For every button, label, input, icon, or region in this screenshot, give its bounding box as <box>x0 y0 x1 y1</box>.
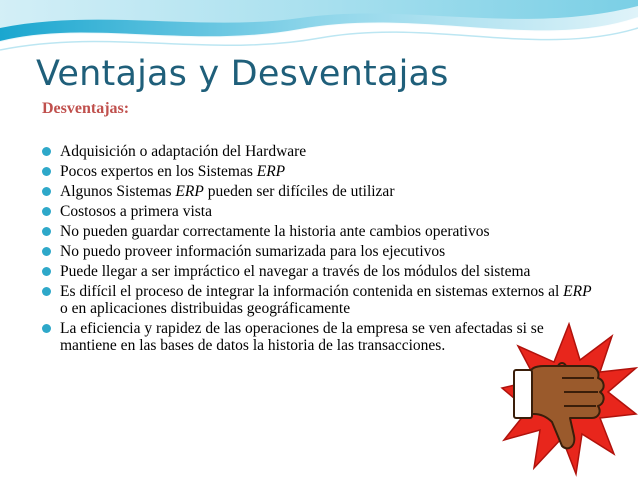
bullet-emphasis: ERP <box>256 163 286 180</box>
bullet-dot-icon <box>42 287 51 296</box>
bullet-text: Puede llegar a ser impráctico el navegar a través de los módulos del sistema <box>60 263 531 280</box>
bullet-item <box>40 163 600 180</box>
bullet-text-end: o en aplicaciones distribuidas geográficamente <box>60 300 351 317</box>
bullet-dot-icon <box>42 267 51 276</box>
bullet-text: Es difícil el proceso de integrar la información contenida en sistemas externos al <box>60 283 564 300</box>
bullet-text: Algunos Sistemas <box>60 183 176 200</box>
bullet-emphasis: ERP <box>563 283 592 300</box>
bullet-dot-icon <box>42 207 51 216</box>
bullet-dot-icon <box>42 147 51 156</box>
bullet-dot-icon <box>42 324 51 333</box>
bullet-emphasis: ERP <box>175 183 204 200</box>
section-subtitle: Desventajas: <box>42 100 130 117</box>
bullet-text: Pocos expertos en los Sistemas <box>60 163 257 180</box>
bullet-dot-icon <box>42 167 51 176</box>
bullet-dot-icon <box>42 227 51 236</box>
bullet-item <box>40 283 600 317</box>
slide-title: Ventajas y Desventajas <box>36 54 449 94</box>
bullet-text: No puedo proveer información sumarizada para los ejecutivos <box>60 243 446 260</box>
bullet-text-end: pueden ser difíciles de utilizar <box>203 183 395 200</box>
bullet-text: No pueden guardar correctamente la historia ante cambios operativos <box>60 223 490 240</box>
thumbs-down-icon <box>500 322 638 479</box>
bullet-dot-icon <box>42 247 51 256</box>
bullet-item <box>40 243 600 260</box>
bullet-text: Adquisición o adaptación del Hardware <box>60 143 307 160</box>
bullet-item <box>40 223 600 240</box>
bullet-item <box>40 263 600 280</box>
bullet-item <box>40 203 600 220</box>
bullet-text: Costosos a primera vista <box>60 203 212 220</box>
bullet-text: La eficiencia y rapidez de las operaciones de la empresa se ven afectadas si se mantiene en las bases de datos la historia de las transacciones. <box>60 320 544 354</box>
bullet-item <box>40 143 600 160</box>
bullet-item <box>40 183 600 200</box>
bullet-dot-icon <box>42 187 51 196</box>
